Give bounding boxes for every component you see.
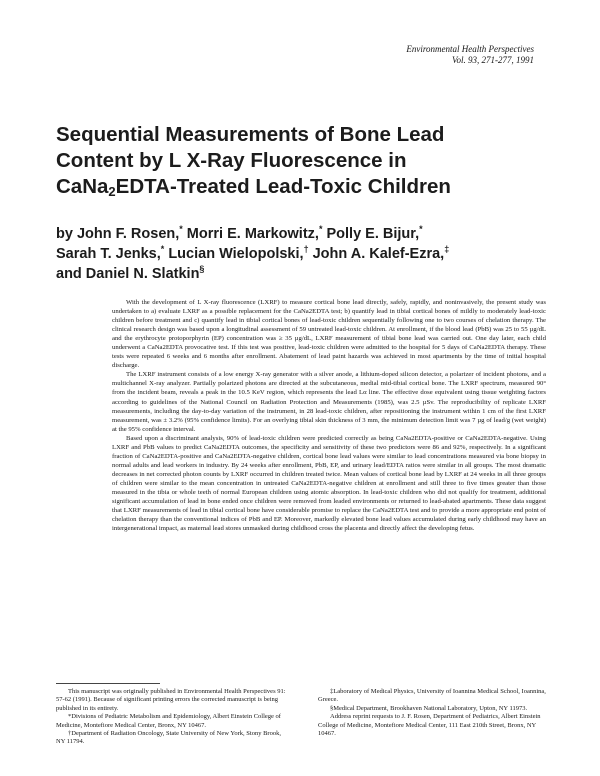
footnote-affiliation: *Divisions of Pediatric Metabolism and Epidemiology, Albert Einstein College of Medicine, Montefiore Medical Center, Bronx, NY 10467.	[56, 713, 281, 729]
journal-header	[406, 44, 534, 66]
title-line-3-end: EDTA-Treated Lead-Toxic Children	[115, 175, 451, 198]
journal-name: Environmental Health Perspectives	[406, 44, 534, 54]
author-affiliation-mark: §	[199, 264, 205, 274]
footnote-divider	[56, 683, 160, 684]
journal-citation: Vol. 93, 271-277, 1991	[452, 55, 534, 65]
author-name: John A. Kalef-Ezra,	[308, 246, 445, 262]
author-list	[56, 224, 556, 284]
title-line-1: Sequential Measurements of Bone Lead	[56, 123, 445, 146]
footnote-affiliation: §Medical Department, Brookhaven National Laboratory, Upton, NY 11973.	[330, 704, 528, 712]
author-name: Lucian Wielopolski,	[164, 246, 304, 262]
footnote-affiliation: ‡Laboratory of Medical Physics, University of Ioannina Medical School, Ioannina, Greece.	[318, 688, 546, 704]
author-name: Morri E. Markowitz,	[182, 226, 319, 242]
abstract-paragraph-2: The LXRF instrument consists of a low energy X-ray generator with a silver anode, a lithium-doped silicon detector, a polarizer of incident photons, and a multichannel X-ray analyzer. Partially polarized photons are directed at the subcutaneous, medial mid-tibial cortical bone. The LXRF spectrum, measured 90° from the incident beam, reveals a peak in the 10.5 KeV region, which represents the lead Lα line. The effective dose equivalent using tissue weighting factors according to guidelines of the National Council on Radiation Protection and Measurements (1985), was 2.5 µSv. The reproducibility of replicate LXRF measurements, including the day-to-day variation of the instrument, in 28 lead-toxic children, after repositioning the instrument within 1 cm of the first LXRF measurement, was ± 3.2% (95% confidence limits). For an overlying tibial skin thickness of 3 mm, the minimum detection limit was 7 µg of lead/g (wet weight) at the 95% confidence interval.	[112, 371, 546, 433]
author-affiliation-mark: *	[318, 224, 323, 234]
abstract-paragraph-3: Based upon a discriminant analysis, 90% of lead-toxic children were predicted correctly as being CaNa2EDTA-positive or CaNa2EDTA-negative. Using LXRF and PbB values to predict CaNa2EDTA outcomes, the specificity and sensitivity of these two predictors were 86 and 92%, respectively. In a significant fraction of CaNa2EDTA-positive and CaNa2EDTA-negative children, cortical bone lead values were similar to lead concentrations measured via bone biopsy in normal adults and lead workers in industry. By 24 weeks after enrollment, PbB, EP, and urinary lead/EDTA ratios were similar in all groups. The most dramatic decreases in net corrected photon counts by LXRF occurred in children treated twice. Mean values of cortical bone lead by LXRF at 24 weeks in all three groups of children were similar to the mean concentration in untreated CaNa2EDTA-negative children at enrollment and still three to five times greater than those measured in the tibia or whole teeth of normal European children using atomic absorption. In lead-toxic children who did not qualify for treatment, additional significant accumulation of lead in bone ended once children were removed from leaded environments or returned to lead-abated apartments. These data suggest that LXRF measurements of lead in tibial cortical bone have considerable promise to replace the CaNa2EDTA test and to provide a more appropriate end point of chelation therapy than the conventional indices of PbB and EP. Moreover, markedly elevated bone lead values accumulated during early childhood may have an intergenerational impact, as maternal lead stores unmasked during childhood cross the placenta and directly affect the developing fetus.	[112, 434, 546, 533]
footnotes-right-column	[318, 688, 550, 738]
title-subscript: 2	[108, 184, 116, 199]
title-line-2: Content by L X-Ray Fluorescence in	[56, 149, 407, 172]
footnotes-left-column	[56, 688, 288, 747]
author-name: Sarah T. Jenks,	[56, 246, 161, 262]
article-title	[56, 122, 556, 200]
title-line-3-start: CaNa	[56, 175, 109, 198]
footnote-reprint-address: Address reprint requests to J. F. Rosen, Department of Pediatrics, Albert Einstein College of Medicine, Montefiore Medical Center, 111 East 210th Street, Bronx, NY 10467.	[318, 713, 541, 738]
author-line-1	[56, 224, 556, 244]
author-name: and Daniel N. Slatkin	[56, 266, 200, 282]
author-line-2	[56, 244, 556, 264]
abstract	[112, 298, 546, 533]
author-name: by John F. Rosen,	[56, 226, 180, 242]
footnote-affiliation: †Department of Radiation Oncology, State University of New York, Stony Brook, NY 11794.	[56, 730, 281, 746]
footnote-publication-note: This manuscript was originally published in Environmental Health Perspectives 91: 57-62 (1991). Because of significant printing errors the corrected manuscript is being published in its entirety.	[56, 688, 286, 712]
author-affiliation-mark: *	[160, 244, 165, 254]
author-line-3	[56, 264, 556, 284]
author-affiliation-mark: ‡	[444, 244, 450, 254]
author-affiliation-mark: †	[303, 244, 309, 254]
author-name: Polly E. Bijur,	[322, 226, 420, 242]
title-line-3	[56, 174, 556, 200]
author-affiliation-mark: *	[179, 224, 183, 234]
author-affiliation-mark: *	[419, 224, 423, 234]
abstract-paragraph-1: With the development of L X-ray fluorescence (LXRF) to measure cortical bone lead directly, safely, rapidly, and noninvasively, the present study was undertaken to a) evaluate LXRF as a possible replacement for the CaNa2EDTA test; b) quantify lead in tibial cortical bones of mildly to moderately lead-toxic children before treatment and c) quantify lead in tibial cortical bones of lead-toxic children sequentially following one to two courses of chelation therapy. The clinical research design was based upon a longitudinal assessment of 59 untreated lead-toxic children. At enrollment, if the blood lead (PbB) was 25 to 55 µg/dL and the erythrocyte protoporphyrin (EP) concentration was ≥ 35 µg/dL, LXRF measurement of tibial bone lead was carried out. One day later, each child underwent a CaNa2EDTA provocative test. If this test was positive, lead-toxic children were admitted to the hospital for 5 days of CaNa2EDTA therapy. These tests were repeated 6 weeks and 6 months after enrollment. Abatement of lead paint hazards was achieved in most apartments by the time of initial hospital discharge.	[112, 299, 546, 370]
